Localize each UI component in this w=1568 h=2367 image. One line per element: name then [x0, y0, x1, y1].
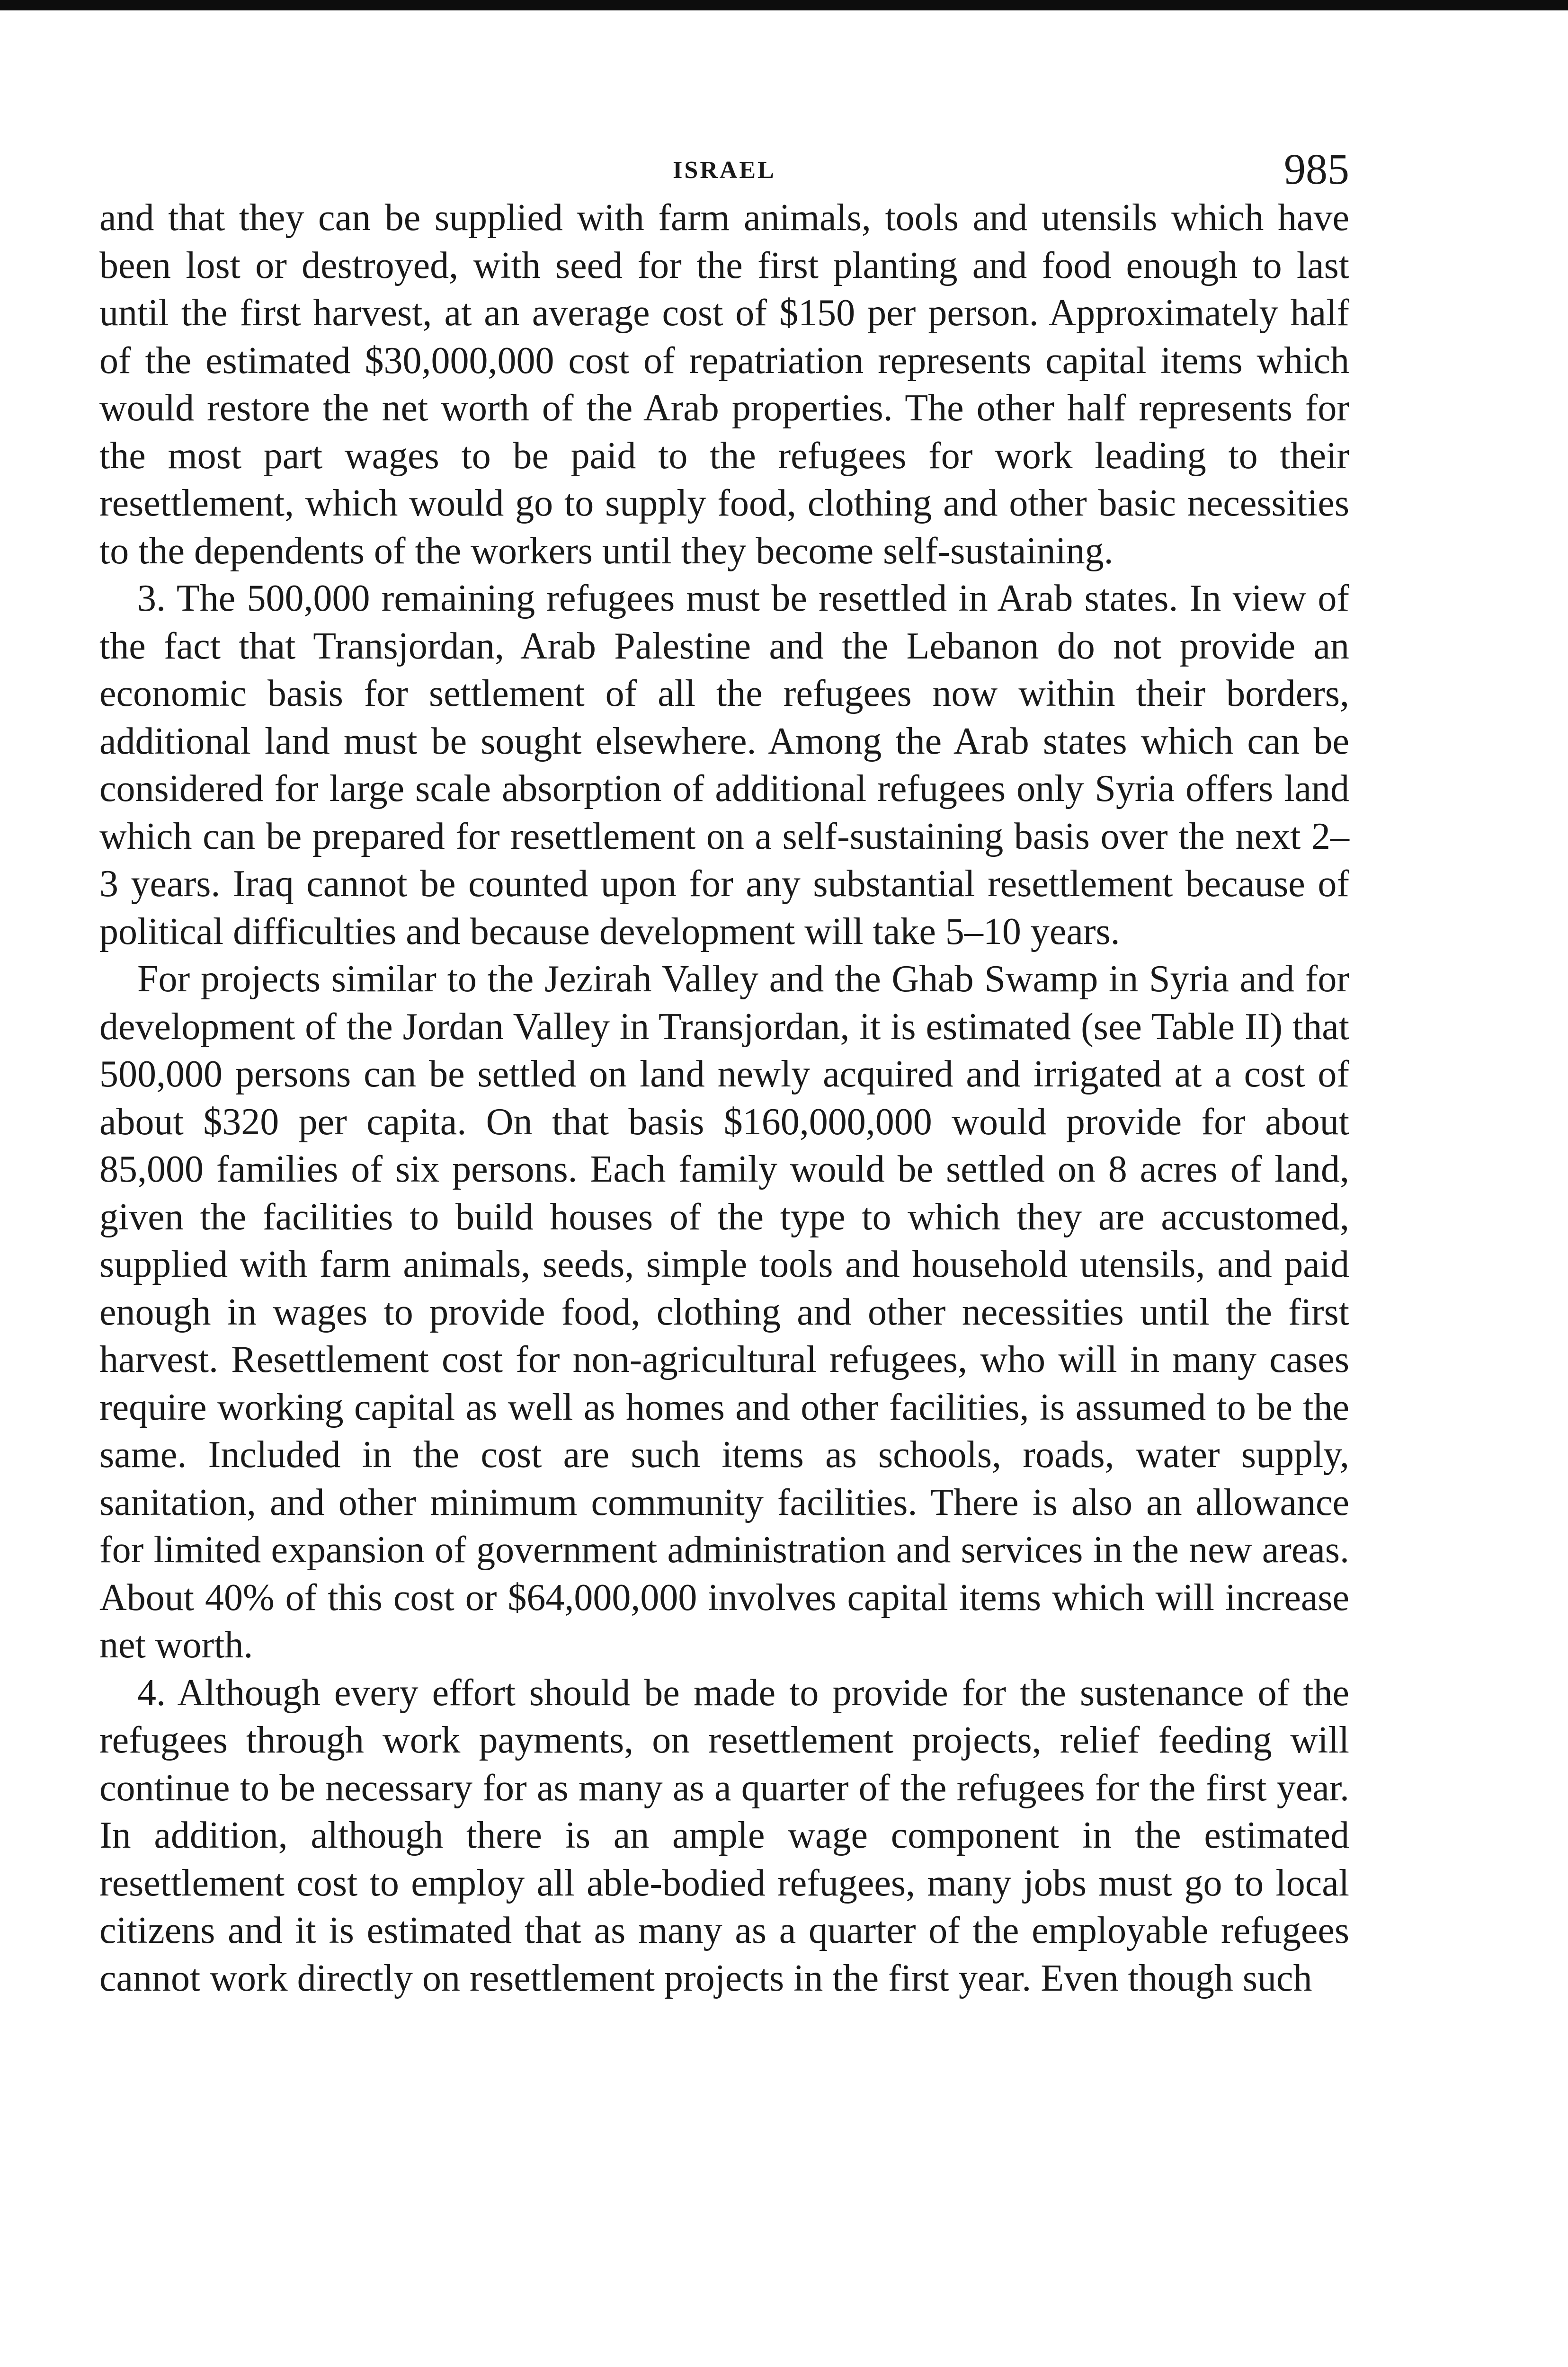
paragraph-continued: and that they can be supplied with farm animals, tools and utensils which have been lost or destroyed, with seed for the first planting and food enough to last until the first harvest, at an average cost of $150 per person. Approximately half of the estimated $30,000,000 cost of repatriation represents capital items which would restore the net worth of the Arab properties. The other half represents for the most part wages to be paid to the refugees for work leading to their resettlement, which would go to supply food, clothing and other basic necessities to the dependents of the workers until they become self-sustaining. — [99, 197, 1349, 572]
page-number: 985 — [1284, 145, 1349, 193]
paragraph-item-4: 4. Although every effort should be made to provide for the sustenance of the refugees through work payments, on resettlement projects, relief feeding will continue to be necessary for as many as a quarter of the refugees for the first year. In addition, although there is an ample wage component in the estimated resettlement cost to employ all able-bodied refugees, many jobs must go to local citizens and it is estimated that as many as a quarter of the employable refugees cannot work directly on resettlement projects in the first year. Even though such — [99, 1672, 1349, 1999]
page-top-border — [0, 0, 1568, 10]
running-header — [99, 137, 1349, 194]
document-page — [99, 137, 1349, 2002]
body-text — [99, 194, 1349, 2002]
paragraph-projects: For projects similar to the Jezirah Valley and the Ghab Swamp in Syria and for development of the Jordan Valley in Transjordan, it is estimated (see Table II) that 500,000 persons can be settled on land newly acquired and irrigated at a cost of about $320 per capita. On that basis $160,000,000 would provide for about 85,000 families of six persons. Each family would be settled on 8 acres of land, given the facilities to build houses of the type to which they are accustomed, supplied with farm animals, seeds, simple tools and household utensils, and paid enough in wages to provide food, clothing and other necessities until the first harvest. Resettlement cost for non-agricultural refugees, who will in many cases require working capital as well as homes and other facilities, is assumed to be the same. Included in the cost are such items as schools, roads, water supply, sanitation, and other minimum community facilities. There is also an allowance for limited expansion of government administration and services in the new areas. About 40% of this cost or $64,000,000 involves capital items which will increase net worth. — [99, 958, 1349, 1666]
running-title: ISRAEL — [673, 157, 776, 184]
paragraph-item-3: 3. The 500,000 remaining refugees must be resettled in Arab states. In view of the fact that Transjordan, Arab Palestine and the Lebanon do not provide an economic basis for settlement of all the refugees now within their borders, additional land must be sought elsewhere. Among the Arab states which can be considered for large scale absorption of additional refugees only Syria offers land which can be prepared for resettlement on a self-sustaining basis over the next 2–3 years. Iraq cannot be counted upon for any substantial resettlement because of political difficulties and because development will take 5–10 years. — [99, 578, 1349, 952]
